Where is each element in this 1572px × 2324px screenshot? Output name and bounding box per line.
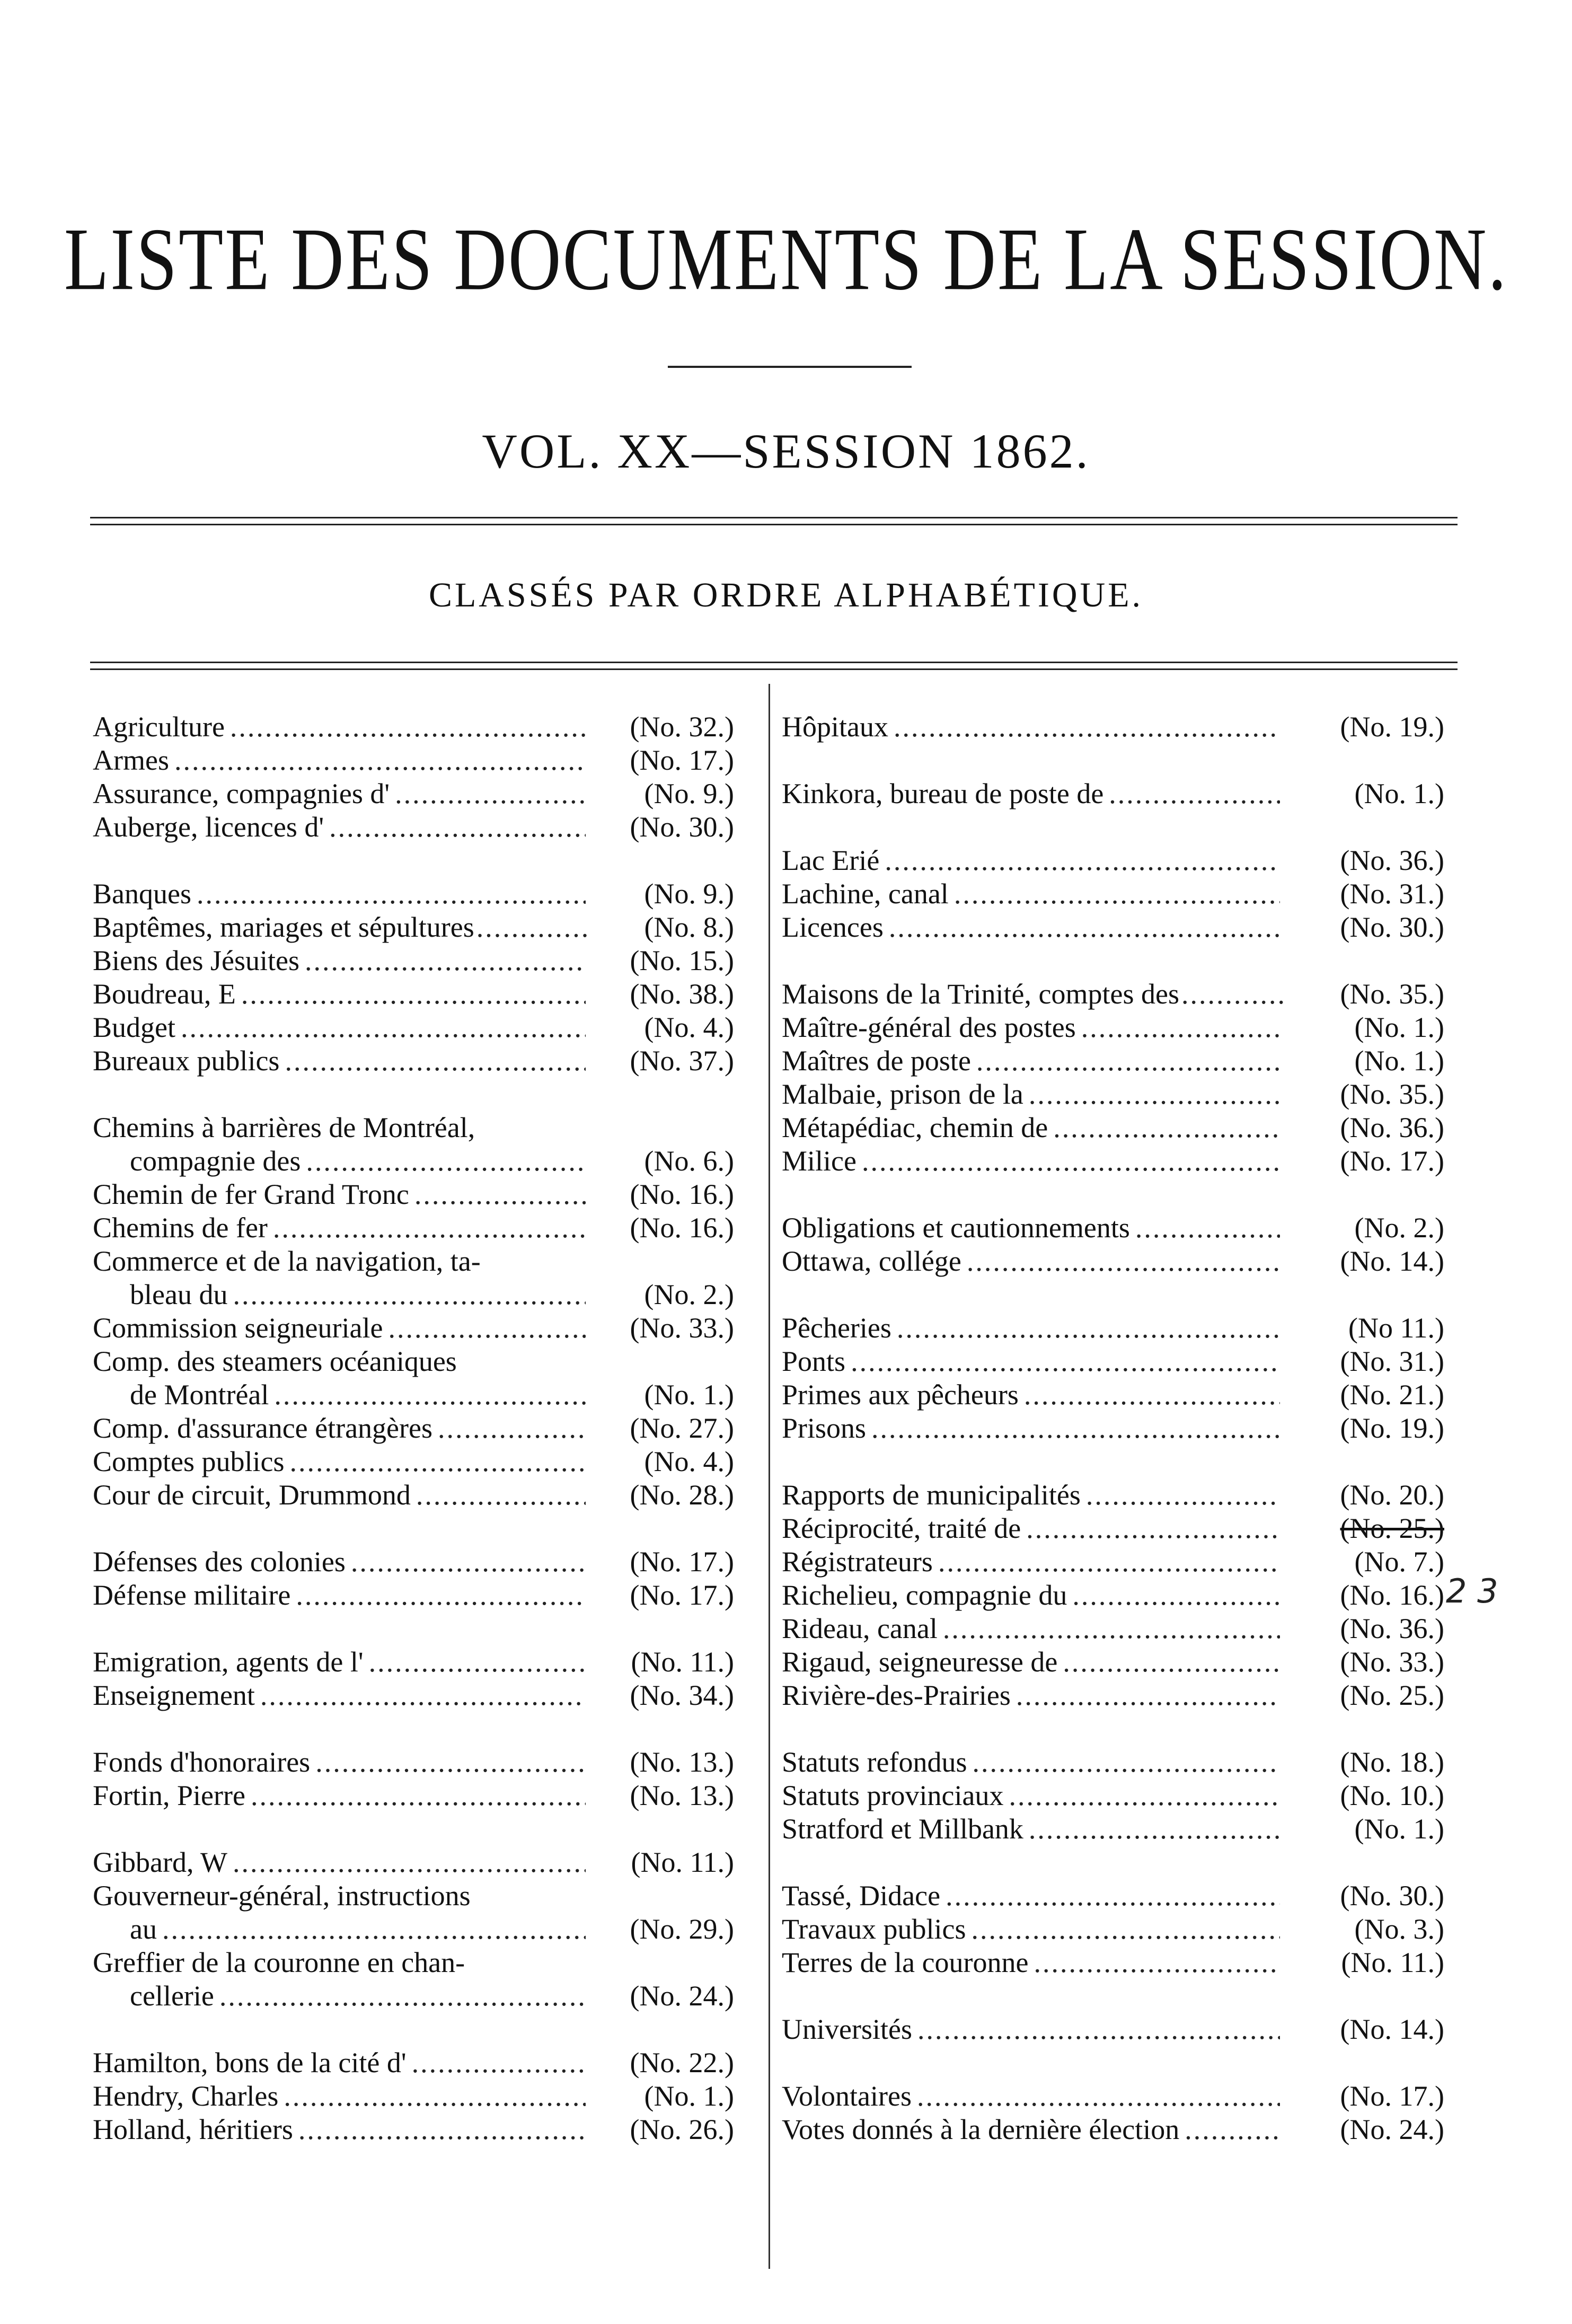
index-entry: Statuts provinciaux ..... (No. 10.) bbox=[782, 1779, 1444, 1812]
index-entry: Ottawa, collége ..... (No. 14.) bbox=[782, 1245, 1444, 1278]
left-index-column bbox=[93, 710, 734, 2146]
index-entry: Travaux publics ..... (No. 3.) bbox=[782, 1913, 1444, 1946]
index-entry: Primes aux pêcheurs ..... (No. 21.) bbox=[782, 1378, 1444, 1412]
index-entry: Comptes publics ..... (No. 4.) bbox=[93, 1445, 734, 1478]
column-divider bbox=[769, 684, 770, 2269]
index-entry: Enseignement ..... (No. 34.) bbox=[93, 1679, 734, 1712]
index-entry: Chemin de fer Grand Tronc ..... (No. 16.) bbox=[93, 1178, 734, 1211]
index-entry: Défenses des colonies ..... (No. 17.) bbox=[93, 1545, 734, 1579]
index-entry: Régistrateurs ..... (No. 7.) bbox=[782, 1545, 1444, 1579]
index-entry: Métapédiac, chemin de ..... (No. 36.) bbox=[782, 1111, 1444, 1145]
index-entry: Holland, héritiers ..... (No. 26.) bbox=[93, 2113, 734, 2146]
index-entry: Stratford et Millbank ..... (No. 1.) bbox=[782, 1812, 1444, 1846]
index-entry: Lac Erié ..... (No. 36.) bbox=[782, 844, 1444, 877]
divider bbox=[668, 366, 912, 368]
right-index-column bbox=[782, 710, 1444, 2146]
index-entry: Hamilton, bons de la cité d' ..... (No. 22.) bbox=[93, 2046, 734, 2080]
volume-heading: VOL. XX—SESSION 1862. bbox=[482, 424, 1090, 478]
index-entry: Pêcheries ..... (No 11.) bbox=[782, 1311, 1444, 1345]
index-entry: Lachine, canal ..... (No. 31.) bbox=[782, 877, 1444, 911]
index-entry: compagnie des ..... (No. 6.) bbox=[93, 1145, 734, 1178]
index-entry: Auberge, licences d' ..... (No. 30.) bbox=[93, 811, 734, 844]
double-divider bbox=[90, 517, 1458, 525]
index-entry: Fortin, Pierre ..... (No. 13.) bbox=[93, 1779, 734, 1812]
index-entry: Biens des Jésuites ..... (No. 15.) bbox=[93, 944, 734, 978]
index-entry: Assurance, compagnies d' ..... (No. 9.) bbox=[93, 777, 734, 811]
index-entry: au ..... (No. 29.) bbox=[93, 1913, 734, 1946]
index-entry: Commission seigneuriale ..... (No. 33.) bbox=[93, 1311, 734, 1345]
subtitle: CLASSÉS PAR ORDRE ALPHABÉTIQUE. bbox=[428, 576, 1144, 614]
index-entry: Licences ..... (No. 30.) bbox=[782, 911, 1444, 944]
index-entry: Rivière-des-Prairies ..... (No. 25.) bbox=[782, 1679, 1444, 1712]
index-entry: bleau du ..... (No. 2.) bbox=[93, 1278, 734, 1311]
index-entry-corrected: Réciprocité, traité de ..... (No. 25.) bbox=[782, 1512, 1444, 1545]
index-entry: Gouverneur-général, instructions bbox=[93, 1880, 471, 1912]
index-entry: Rigaud, seigneuresse de ..... (No. 33.) bbox=[782, 1645, 1444, 1679]
index-entry: Gibbard, W ..... (No. 11.) bbox=[93, 1846, 734, 1879]
index-entry: Universités ..... (No. 14.) bbox=[782, 2013, 1444, 2046]
index-entry: Emigration, agents de l' ..... (No. 11.) bbox=[93, 1645, 734, 1679]
index-entry: Défense militaire ..... (No. 17.) bbox=[93, 1579, 734, 1612]
index-entry: Richelieu, compagnie du ..... (No. 16.) bbox=[782, 1579, 1444, 1612]
index-entry: Agriculture ..... (No. 32.) bbox=[93, 710, 734, 744]
index-entry: Hôpitaux ..... (No. 19.) bbox=[782, 710, 1444, 744]
index-entry: Maître-général des postes ..... (No. 1.) bbox=[782, 1011, 1444, 1044]
index-entry: Rapports de municipalités ..... (No. 20.) bbox=[782, 1478, 1444, 1512]
index-entry: Terres de la couronne ..... (No. 11.) bbox=[782, 1946, 1444, 1979]
index-entry: Kinkora, bureau de poste de ..... (No. 1.) bbox=[782, 777, 1444, 811]
index-entry: Fonds d'honoraires ..... (No. 13.) bbox=[93, 1746, 734, 1779]
double-divider bbox=[90, 662, 1458, 670]
index-entry: Prisons ..... (No. 19.) bbox=[782, 1412, 1444, 1445]
index-entry: Votes donnés à la dernière élection ..... (No. 24.) bbox=[782, 2113, 1444, 2146]
index-entry: Rideau, canal ..... (No. 36.) bbox=[782, 1612, 1444, 1645]
index-entry: Comp. des steamers océaniques bbox=[93, 1345, 457, 1377]
index-entry: cellerie ..... (No. 24.) bbox=[93, 1979, 734, 2013]
index-entry: Statuts refondus ..... (No. 18.) bbox=[782, 1746, 1444, 1779]
index-entry: Volontaires ..... (No. 17.) bbox=[782, 2080, 1444, 2113]
index-entry: Maisons de la Trinité, comptes des ..... (No. 35.) bbox=[782, 978, 1444, 1011]
index-entry: Ponts ..... (No. 31.) bbox=[782, 1345, 1444, 1378]
struck-ref: (No. 25.) bbox=[1340, 1512, 1444, 1544]
index-entry: Maîtres de poste ..... (No. 1.) bbox=[782, 1044, 1444, 1078]
index-entry: Chemins à barrières de Montréal, bbox=[93, 1112, 475, 1143]
index-entry: Comp. d'assurance étrangères ..... (No. 27.) bbox=[93, 1412, 734, 1445]
handwritten-correction: 2 3 bbox=[1446, 1572, 1498, 1610]
index-entry: Banques ..... (No. 9.) bbox=[93, 877, 734, 911]
index-entry: Bureaux publics ..... (No. 37.) bbox=[93, 1044, 734, 1078]
index-entry: Tassé, Didace ..... (No. 30.) bbox=[782, 1879, 1444, 1913]
index-entry: Baptêmes, mariages et sépultures ..... (No. 8.) bbox=[93, 911, 734, 944]
index-entry: de Montréal ..... (No. 1.) bbox=[93, 1378, 734, 1412]
index-entry: Obligations et cautionnements ..... (No. 2.) bbox=[782, 1211, 1444, 1245]
index-entry: Armes ..... (No. 17.) bbox=[93, 744, 734, 777]
index-entry: Milice ..... (No. 17.) bbox=[782, 1145, 1444, 1178]
index-entry: Chemins de fer ..... (No. 16.) bbox=[93, 1211, 734, 1245]
index-entry: Hendry, Charles ..... (No. 1.) bbox=[93, 2080, 734, 2113]
index-entry: Cour de circuit, Drummond ..... (No. 28.) bbox=[93, 1478, 734, 1512]
index-entry: Budget ..... (No. 4.) bbox=[93, 1011, 734, 1044]
index-entry: Boudreau, E ..... (No. 38.) bbox=[93, 978, 734, 1011]
page-title: LISTE DES DOCUMENTS DE LA SESSION. bbox=[64, 209, 1508, 309]
index-entry: Greffier de la couronne en chan- bbox=[93, 1947, 465, 1978]
index-entry: Malbaie, prison de la ..... (No. 35.) bbox=[782, 1078, 1444, 1111]
index-entry: Commerce et de la navigation, ta- bbox=[93, 1245, 481, 1277]
